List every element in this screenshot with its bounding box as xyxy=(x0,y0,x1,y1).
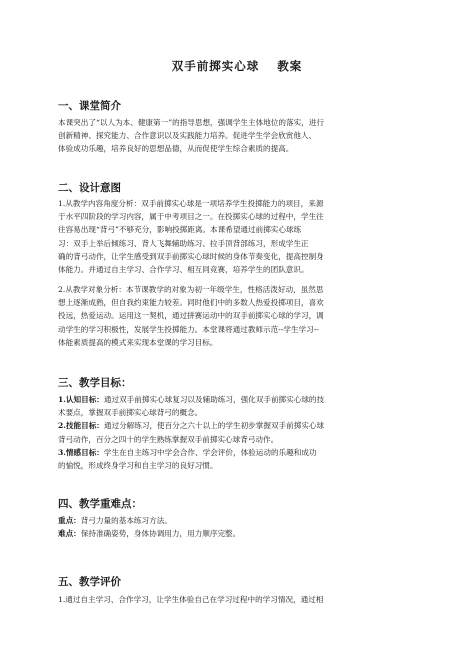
text-line: 的愉悦，形成终身学习和自主学习的良好习惯。 xyxy=(58,461,218,471)
section-heading-evaluation: 五、教学评价 xyxy=(58,576,121,588)
text-line: 术要点，掌握双手前掷实心球背弓的概念。 xyxy=(58,408,203,418)
text-line: 体能力。并通过自主学习、合作学习、相互同竞赛，培养学生的团队意识。 xyxy=(58,265,309,275)
title-main: 双手前掷实心球 xyxy=(171,59,260,73)
text-line: 往容易出现“背弓”不够充分，影响投掷距离。本课希望通过前掷实心球练 xyxy=(58,225,302,235)
goals-list xyxy=(58,393,418,472)
keypoint-text: 背弓力量的基本练习方法。 xyxy=(80,516,172,525)
text-line: 确的背弓动作，让学生感受到双手前掷实心球时候的身体节奏变化，提高控制身 xyxy=(58,251,324,261)
difficulty-label: 难点： xyxy=(58,529,81,539)
goal-label: 2.技能目标： xyxy=(58,421,104,431)
text-line: 1.从教学内容角度分析：双手前掷实心球是一项培养学生投掷能力的项目，来源 xyxy=(58,199,324,208)
design-paragraph-content xyxy=(58,197,418,276)
goal-text: 通过分解练习，使百分之六十以上的学生初步掌握双手前掷实心球 xyxy=(103,421,325,431)
text-line: 创新精神、探究能力、合作意识以及实践能力培养。促进学生学会欣赏他人、 xyxy=(58,131,317,141)
keypoints-list xyxy=(58,514,418,540)
evaluation-paragraph xyxy=(58,593,418,606)
design-paragraph-students xyxy=(58,283,418,349)
section-heading-design: 二、设计意图 xyxy=(58,182,121,194)
keypoint-label: 重点： xyxy=(58,516,81,525)
text-line: 想上逐渐成熟，但自我约束能力较差。同时他们中的多数人热爱投掷项目，喜欢 xyxy=(58,298,324,308)
section-heading-goals: 三、教学目标： xyxy=(58,377,132,389)
goal-text: 学生在自主练习中学会合作、学会评价，体验运动的乐趣和成功 xyxy=(103,447,317,457)
text-line: 于水平四阶段的学习内容，属于中考项目之一。在投掷实心球的过程中，学生往 xyxy=(58,212,324,222)
keypoint-item xyxy=(58,514,418,527)
text-line: 体能素质提高的模式来实现本堂课的学习目标。 xyxy=(58,337,218,347)
goal-text: 通过双手前掷实心球复习以及辅助练习，强化双手前掷实心球的技 xyxy=(103,395,325,404)
title-suffix: 教案 xyxy=(277,59,303,73)
text-line: 1.通过自主学习、合作学习，让学生体验自己在学习过程中的学习情况，通过相 xyxy=(58,595,324,604)
text-line: 本课突出了“以人为本、健康第一”的指导思想，强调学生主体地位的落实，进行 xyxy=(58,118,324,127)
difficulty-text: 保持准确姿势，身体协调用力，用力顺序完整。 xyxy=(80,529,241,539)
section-heading-intro: 一、课堂简介 xyxy=(58,100,121,112)
goal-label: 3.情感目标： xyxy=(58,447,104,457)
goal-item-cognitive xyxy=(58,393,418,406)
difficulty-item xyxy=(58,527,418,540)
text-line: 2.从教学对象分析：本节课教学的对象为初一年级学生，性格活泼好动，虽然思 xyxy=(58,285,324,294)
document-title xyxy=(0,58,474,74)
goal-item-emotion xyxy=(58,446,418,459)
text-line: 背弓动作，百分之四十的学生熟练掌握双手前掷实心球背弓动作。 xyxy=(58,434,279,444)
goal-label: 1.认知目标： xyxy=(58,395,104,404)
goal-item-skill xyxy=(58,419,418,432)
text-line: 投远，热爱运动。运用这一契机，通过拼赛运动中的双手前掷实心球的学习，调 xyxy=(58,311,324,321)
section-heading-keypoints: 四、教学重难点： xyxy=(58,498,142,510)
text-line: 动学生的学习积极性，发展学生投掷能力。本堂课将通过教师示范--学生学习-- xyxy=(58,324,319,334)
text-line: 习：双手上举后倾练习、背人飞舞辅助练习、拉手顶背部练习，形成学生正 xyxy=(58,238,309,248)
intro-paragraph xyxy=(58,116,418,156)
text-line: 体验成功乐趣，培养良好的思想品德，从而促使学生综合素质的提高。 xyxy=(58,144,294,154)
